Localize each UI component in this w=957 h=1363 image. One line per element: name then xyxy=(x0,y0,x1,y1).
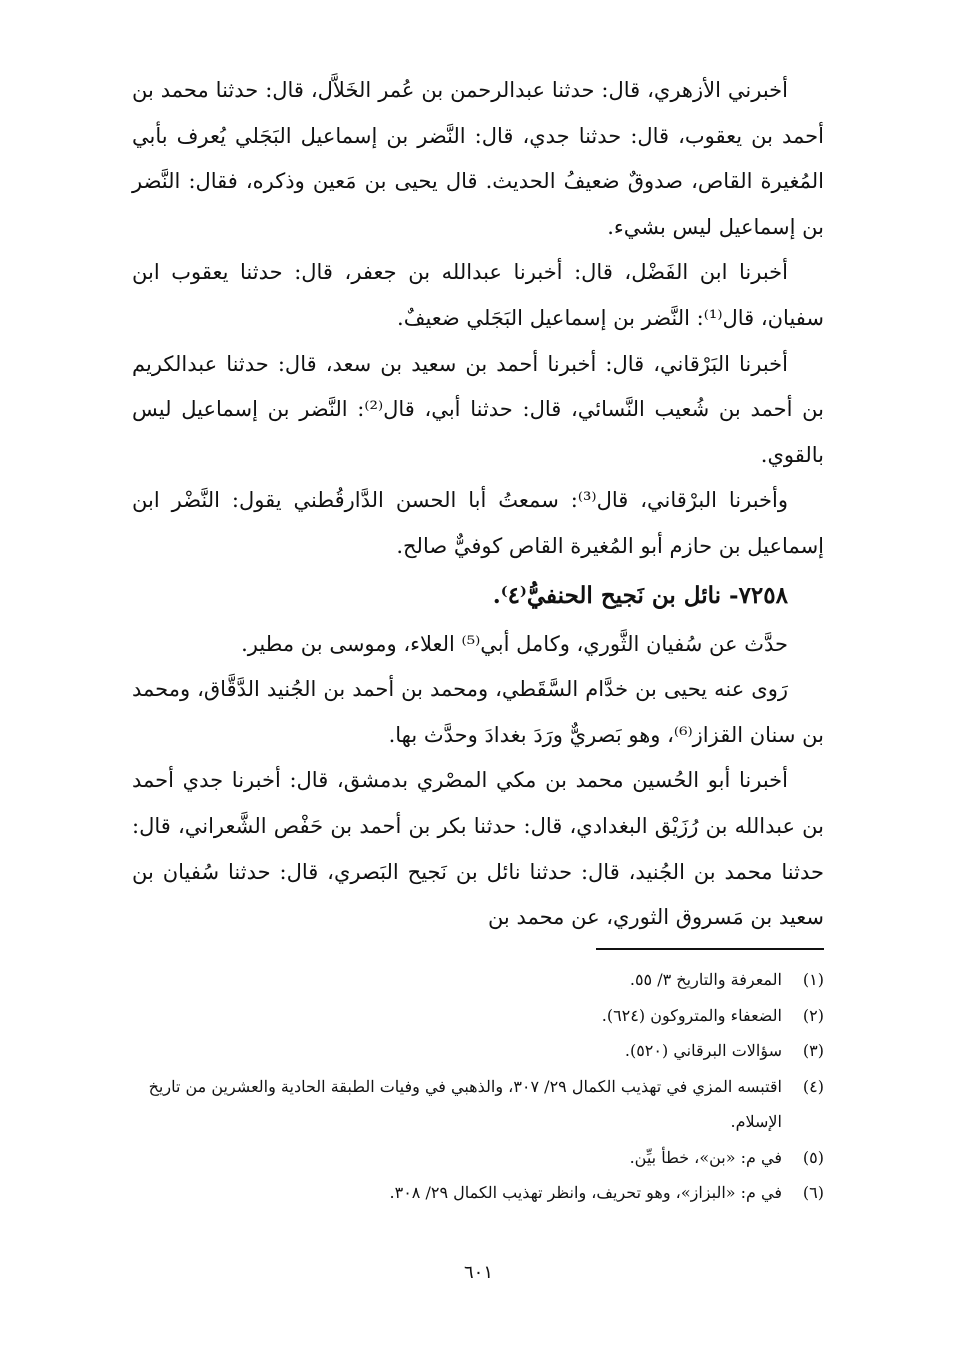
footnote xyxy=(132,1033,824,1069)
footnote-number: (٦) xyxy=(802,1183,824,1202)
paragraph: أخبرني الأزهري، قال: حدثنا عبدالرحمن بن عُمر الخَلاَّل، قال: حدثنا محمد بن أحمد بن يعقوب، قال: حدثنا جدي، قال: النَّضر بن إسماعيل البَجَلي يُعرف بأبي المُغيرة القاص، صدوقٌ ضعيفُ الحديث. قال يحيى بن مَعين وذكره، فقال: النَّضر بن إسماعيل ليس بشيء. xyxy=(132,78,824,239)
main-text xyxy=(132,68,824,941)
footnote-text: سؤالات البرقاني (٥٢٠). xyxy=(624,1041,782,1060)
paragraph: أخبرنا أبو الحُسين محمد بن مكي المصْري بدمشق، قال: أخبرنا جدي أحمد بن عبدالله بن رُزَيْق البغدادي، قال: حدثنا بكر بن أحمد بن حَفْص الشَّعراني، قال: حدثنا محمد بن الجُنيد، قال: حدثنا نائل بن نَجيح البَصري، قال: حدثنا سُفيان بن سعيد بن مَسروق الثوري، عن محمد بن xyxy=(132,768,824,930)
paragraph: وأخبرنا البرْقاني، قال⁽³⁾: سمعتُ أبا الحسن الدَّارقُطني يقول: النَّضْر ابن إسماعيل بن حازم أبو المُغيرة القاص كوفيٌّ صالح. xyxy=(132,488,824,558)
footnote xyxy=(132,998,824,1034)
page-number: ٦٠١ xyxy=(463,1262,493,1283)
paragraph: حدَّث عن سُفيان الثَّوري، وكامل أبي⁽⁵⁾ العلاء، وموسى بن مطير. xyxy=(241,631,788,656)
footnotes xyxy=(132,962,824,1211)
footnote xyxy=(132,962,824,998)
footnote xyxy=(132,1175,824,1211)
footnote-number: (١) xyxy=(802,970,824,989)
footnote xyxy=(132,1069,824,1140)
footnote-number: (٣) xyxy=(802,1041,824,1060)
paragraph: أخبرنا ابن الفَضْل، قال: أخبرنا عبدالله بن جعفر، قال: حدثنا يعقوب ابن سفيان، قال⁽¹⁾: النَّضر بن إسماعيل البَجَلي ضعيفٌ. xyxy=(132,260,824,330)
footnote-text: في م: «بن»، خطأ بيِّن. xyxy=(629,1147,782,1167)
footnote-number: (٢) xyxy=(802,1005,824,1025)
footnote-text: المعرفة والتاريخ ٣/ ٥٥. xyxy=(629,970,782,989)
entry-heading: ٧٢٥٨- نائل بن نَجيح الحنفيُّ⁽٤⁾. xyxy=(492,581,788,609)
paragraph: رَوى عنه يحيى بن خدَّام السَّقَطي، ومحمد بن أحمد بن الجُنيد الدَّقَّاق، ومحمد بن سنان القزاز⁽⁶⁾، وهو بَصريٌّ ورَدَ بغدادَ وحدَّث بها. xyxy=(132,677,824,747)
paragraph: أخبرنا البَرْقاني، قال: أخبرنا أحمد بن سعيد بن سعد، قال: حدثنا عبدالكريم بن أحمد بن شُعيب النَّسائي، قال: حدثنا أبي، قال⁽²⁾: النَّضر بن إسماعيل ليس بالقوي. xyxy=(132,351,824,467)
footnote xyxy=(132,1140,824,1176)
footnote-text: الضعفاء والمتروكون (٦٢٤). xyxy=(601,1005,782,1025)
footnote-text: في م: «البزاز»، وهو تحريف، وانظر تهذيب الكمال ٢٩/ ٣٠٨. xyxy=(389,1183,782,1202)
footnote-text: اقتبسه المزي في تهذيب الكمال ٢٩/ ٣٠٧، والذهبي في وفيات الطبقة الحادية والعشرين من تاريخ الإسلام. xyxy=(148,1076,782,1131)
footnote-divider xyxy=(596,948,824,950)
footnote-number: (٥) xyxy=(802,1147,824,1167)
footnote-number: (٤) xyxy=(802,1076,824,1096)
